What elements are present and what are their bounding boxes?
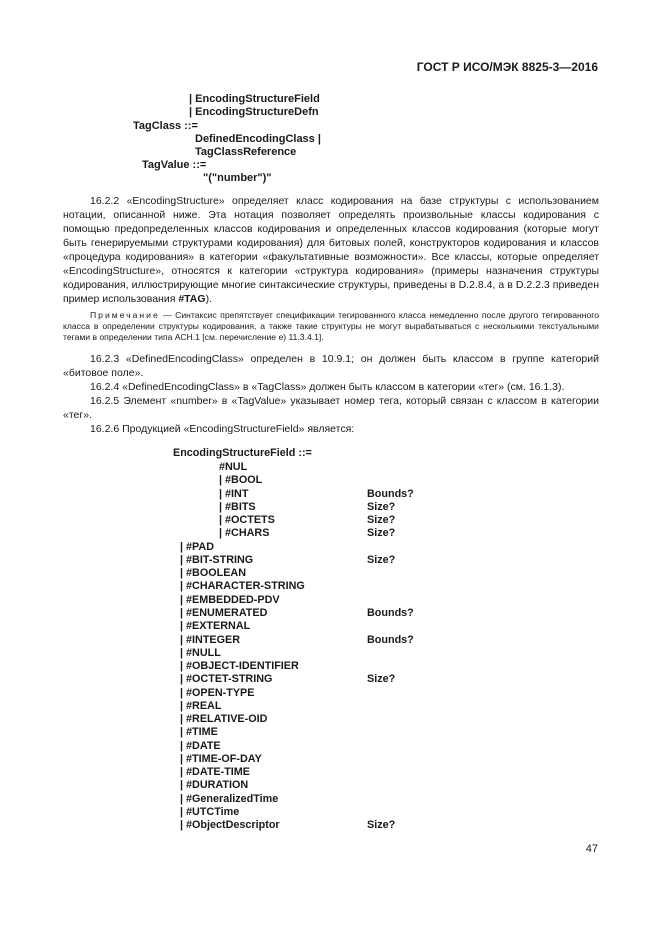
- grammar-row: | #OBJECT-IDENTIFIER: [180, 660, 299, 673]
- code-line: | EncodingStructureField: [189, 93, 320, 105]
- grammar-row: | #OCTET-STRING: [180, 673, 273, 686]
- code-line: DefinedEncodingClass |: [195, 133, 321, 145]
- grammar-row: | #TIME-OF-DAY: [180, 752, 262, 765]
- grammar-row: | #ObjectDescriptor: [180, 819, 280, 832]
- paragraph-16-2-4: 16.2.4 «DefinedEncodingClass» в «TagClass» должен быть классом в категории «тег» (см. 16.1.3).: [90, 381, 565, 393]
- grammar-row: | #CHARACTER-STRING: [180, 580, 305, 593]
- code-line: | EncodingStructureDefn: [189, 106, 319, 118]
- grammar-row-suffix: Bounds?: [367, 606, 414, 619]
- code-line: TagClassReference: [195, 146, 297, 158]
- paragraph-16-2-2: 16.2.2 «EncodingStructure» определяет класс кодирования на базе структуры с использованием нотации, описанной ниже. Эта нотация позволяет определять произвольные классы кодирования с помощью предопределенных классов кодирования и определенных классов кодирования (которые могут быть генерируемыми структурами кодирования) для битовых полей, конструкторов кодирования и классов «процедура кодирования» в категории «факультативные возможности». Все классы, которые определяет «EncodingStructure», относятся к категории «структура кодирования» (примеры назначения структуры кодирования, иллюстрирующие многие синтаксические структуры, приведены в D.2.8.4, а в D.2.2.3 приведен пример использования #TAG).: [63, 195, 599, 305]
- grammar-row-suffix: Size?: [367, 500, 396, 513]
- grammar-row: | #OCTETS: [219, 514, 275, 527]
- grammar-row-suffix: Size?: [367, 553, 396, 566]
- note: Примечание — Синтаксис препятствует спецификации тегированного класса немедленно после другого тегированного класса в определении структуры кодирования, а также такие структуры не могут вырабатываться с несколькими текстуальными тегами в определении типа АСН.1 [см. перечисление е) 11.3.4.1].: [63, 310, 599, 342]
- paragraph-16-2-5: 16.2.5 Элемент «number» в «TagValue» указывает номер тега, который связан с классом в категории «тег».: [63, 395, 599, 421]
- page-number: 47: [585, 843, 598, 855]
- grammar-row: | #PAD: [180, 540, 215, 553]
- code-line: TagClass ::=: [133, 120, 198, 132]
- grammar-head: EncodingStructureField ::=: [173, 447, 312, 459]
- paragraph-16-2-6: 16.2.6 Продукцией «EncodingStructureField» является:: [90, 423, 355, 435]
- grammar-row: | #OPEN-TYPE: [180, 686, 255, 699]
- code-line: TagValue ::=: [142, 159, 207, 171]
- grammar-row: | #CHARS: [219, 527, 270, 540]
- grammar-row-suffix: Size?: [367, 527, 396, 540]
- grammar-row: | #INT: [219, 487, 249, 500]
- paragraph-16-2-3: 16.2.3 «DefinedEncodingClass» определен в 10.9.1; он должен быть классом в группе категорий «битовое поле».: [63, 353, 599, 379]
- grammar-row: | #TIME: [180, 726, 218, 739]
- grammar-row: | #BIT-STRING: [180, 553, 254, 566]
- grammar-row: #NUL: [219, 461, 248, 473]
- grammar-row: | #BITS: [219, 500, 256, 513]
- code-line: "("number")": [203, 172, 272, 184]
- grammar-row: | #GeneralizedTime: [180, 792, 279, 805]
- grammar-row: | #EMBEDDED-PDV: [180, 593, 280, 606]
- grammar-row: | #BOOL: [219, 474, 263, 487]
- grammar-row: | #ENUMERATED: [180, 606, 268, 619]
- grammar-row: | #DURATION: [180, 779, 249, 792]
- grammar-row: | #DATE-TIME: [180, 766, 251, 779]
- grammar-row-suffix: Size?: [367, 514, 396, 527]
- grammar-row: | #INTEGER: [180, 633, 241, 646]
- grammar-row: | #RELATIVE-OID: [180, 713, 268, 726]
- grammar-row-suffix: Size?: [367, 819, 396, 832]
- grammar-row-suffix: Size?: [367, 673, 396, 686]
- grammar-row-suffix: Bounds?: [367, 633, 414, 646]
- grammar-row: | #BOOLEAN: [180, 567, 247, 580]
- note-label: Примечание: [90, 310, 160, 320]
- document-header: ГОСТ Р ИСО/МЭК 8825-3—2016: [416, 60, 598, 74]
- grammar-row: | #NULL: [180, 646, 221, 659]
- grammar-row: | #EXTERNAL: [180, 620, 251, 633]
- grammar-row-suffix: Bounds?: [367, 487, 414, 500]
- grammar-row: | #REAL: [180, 699, 222, 712]
- grammar-row: | #DATE: [180, 739, 221, 752]
- grammar-row: | #UTCTime: [180, 806, 240, 819]
